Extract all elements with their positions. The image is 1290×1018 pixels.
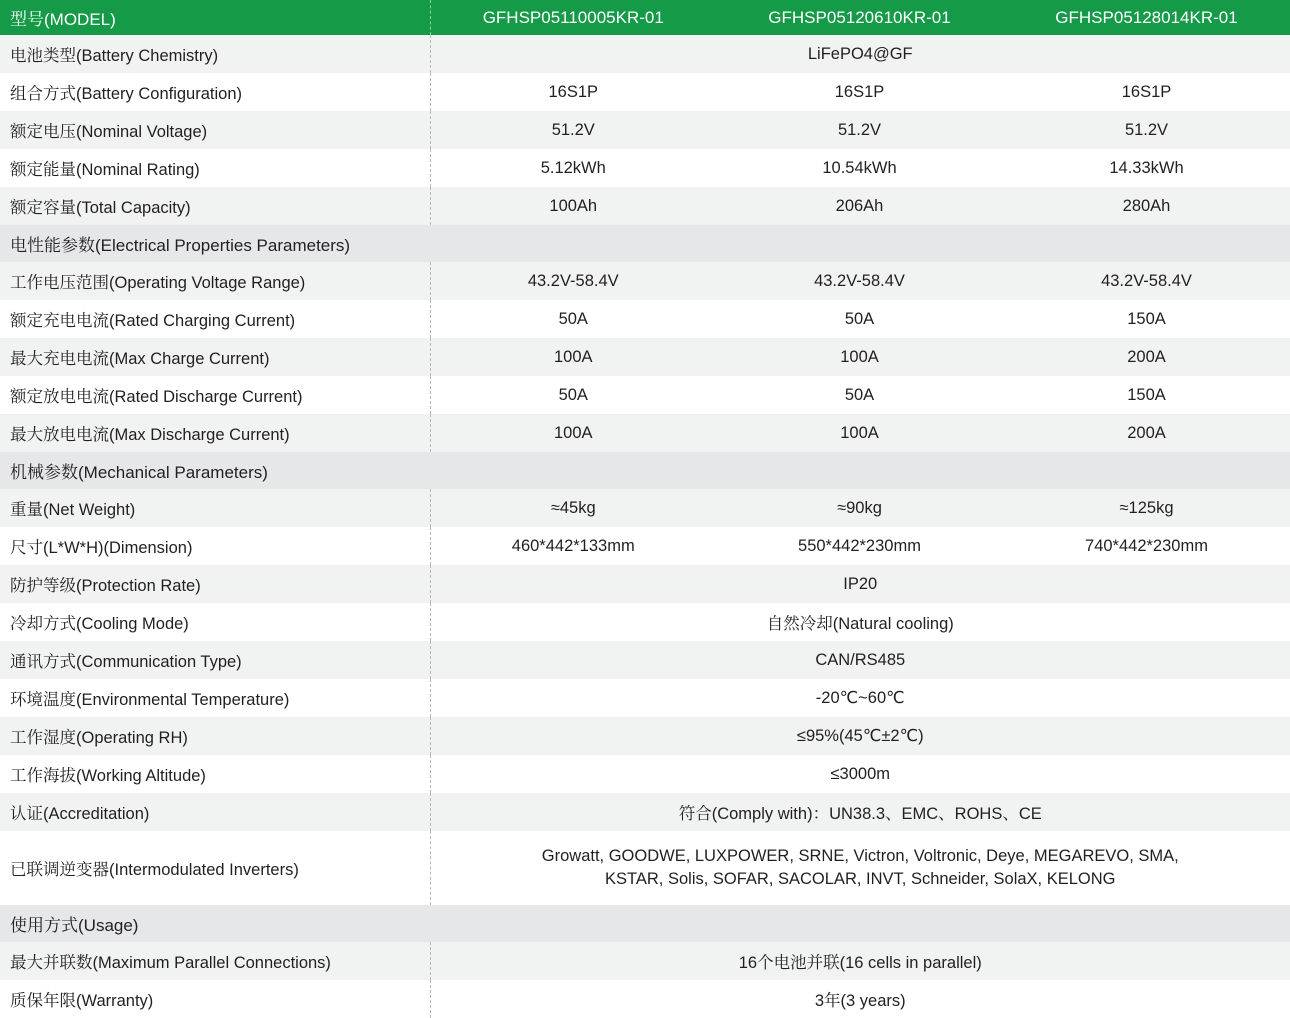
table-header-row	[0, 0, 1290, 35]
row-label: 额定容量(Total Capacity)	[0, 187, 430, 225]
row-value-3: 51.2V	[1124, 120, 1169, 139]
row-value-3: ≈125kg	[1119, 498, 1174, 517]
row-value-merged: IP20	[843, 574, 878, 593]
row-value-1: 50A	[558, 309, 588, 328]
table-row	[0, 149, 1290, 187]
row-value-1: 50A	[558, 385, 588, 404]
row-value-2: 550*442*230mm	[798, 536, 921, 555]
table-row	[0, 793, 1290, 831]
table-row	[0, 376, 1290, 414]
row-value-1: ≈45kg	[550, 498, 596, 517]
row-label: 认证(Accreditation)	[0, 793, 430, 831]
table-row	[0, 187, 1290, 225]
row-label: 电池类型(Battery Chemistry)	[0, 35, 430, 73]
row-value-1: 100A	[553, 347, 593, 366]
row-label: 防护等级(Protection Rate)	[0, 565, 430, 603]
row-value-merged: 自然冷却(Natural cooling)	[766, 615, 954, 633]
row-label: 尺寸(L*W*H)(Dimension)	[0, 527, 430, 565]
row-value-merged: -20℃~60℃	[815, 689, 905, 707]
row-label: 工作海拔(Working Altitude)	[0, 755, 430, 793]
table-row	[0, 111, 1290, 149]
table-row	[0, 603, 1290, 641]
row-value-3: 150A	[1127, 309, 1166, 328]
row-value-merged: LiFePO4@GF	[807, 44, 913, 63]
table-row	[0, 338, 1290, 376]
section-label: 电性能参数(Electrical Properties Parameters)	[0, 225, 1290, 262]
section-label: 机械参数(Mechanical Parameters)	[0, 452, 1290, 489]
row-value-3: 200A	[1127, 423, 1166, 442]
header-label-model: 型号(MODEL)	[0, 0, 430, 35]
row-label: 额定能量(Nominal Rating)	[0, 149, 430, 187]
row-label: 冷却方式(Cooling Mode)	[0, 603, 430, 641]
section-label: 使用方式(Usage)	[0, 905, 1290, 942]
table-row	[0, 414, 1290, 452]
row-value-2: 50A	[844, 385, 875, 404]
row-label: 额定充电电流(Rated Charging Current)	[0, 300, 430, 338]
row-value-3: 200A	[1127, 347, 1166, 366]
row-value-3: 150A	[1127, 385, 1166, 404]
table-row	[0, 262, 1290, 300]
inverter-line: KSTAR, Solis, SOFAR, SACOLAR, INVT, Schneider, SolaX, KELONG	[605, 870, 1116, 888]
row-label: 工作电压范围(Operating Voltage Range)	[0, 262, 430, 300]
row-label: 质保年限(Warranty)	[0, 980, 430, 1018]
table-row	[0, 527, 1290, 565]
row-value-1: 43.2V-58.4V	[527, 271, 619, 290]
header-model-1: GFHSP05110005KR-01	[482, 7, 664, 27]
row-label: 额定放电电流(Rated Discharge Current)	[0, 376, 430, 414]
row-value-3: 740*442*230mm	[1085, 536, 1208, 555]
row-value-merged: ≤3000m	[830, 764, 890, 783]
row-value-merged: 16个电池并联(16 cells in parallel)	[738, 954, 982, 972]
table-row	[0, 755, 1290, 793]
row-value-3: 14.33kWh	[1109, 158, 1184, 177]
table-section-row	[0, 225, 1290, 262]
table-section-row	[0, 452, 1290, 489]
row-label: 工作湿度(Operating RH)	[0, 717, 430, 755]
row-value-3: 16S1P	[1121, 82, 1172, 101]
row-value-2: 100A	[840, 423, 879, 442]
row-label: 额定电压(Nominal Voltage)	[0, 111, 430, 149]
table-row	[0, 73, 1290, 111]
header-model-3: GFHSP05128014KR-01	[1055, 7, 1238, 27]
row-value-1: 100A	[553, 423, 593, 442]
table-row	[0, 565, 1290, 603]
table-row	[0, 35, 1290, 73]
inverter-line: Growatt, GOODWE, LUXPOWER, SRNE, Victron, Voltronic, Deye, MEGAREVO, SMA,	[541, 847, 1179, 866]
row-label: 通讯方式(Communication Type)	[0, 641, 430, 679]
row-value-merged: CAN/RS485	[815, 650, 906, 669]
row-value-2: 51.2V	[837, 120, 882, 139]
header-model-2: GFHSP05120610KR-01	[768, 7, 951, 27]
table-row	[0, 489, 1290, 527]
row-value-1: 460*442*133mm	[511, 536, 635, 555]
table-row	[0, 942, 1290, 980]
row-value-2: 16S1P	[834, 82, 885, 101]
row-label: 重量(Net Weight)	[0, 489, 430, 527]
row-value-3: 43.2V-58.4V	[1101, 271, 1192, 290]
row-value-2: 206Ah	[835, 196, 884, 215]
row-value-merged: 3年(3 years)	[814, 992, 906, 1010]
table-row	[0, 679, 1290, 717]
row-value-1: 5.12kWh	[540, 158, 606, 177]
row-label: 最大充电电流(Max Charge Current)	[0, 338, 430, 376]
table-row	[0, 980, 1290, 1018]
row-value-merged: 符合(Comply with)：UN38.3、EMC、ROHS、CE	[678, 805, 1042, 823]
row-value-2: ≈90kg	[837, 498, 882, 517]
row-label: 环境温度(Environmental Temperature)	[0, 679, 430, 717]
row-value-2: 50A	[844, 309, 875, 328]
row-value-merged	[430, 831, 1290, 905]
table-section-row	[0, 905, 1290, 942]
row-value-1: 100Ah	[549, 196, 598, 215]
table-row	[0, 831, 1290, 905]
table-row	[0, 641, 1290, 679]
table-row	[0, 300, 1290, 338]
row-value-2: 10.54kWh	[822, 158, 897, 177]
row-label: 最大并联数(Maximum Parallel Connections)	[0, 942, 430, 980]
row-value-1: 16S1P	[548, 82, 599, 101]
row-value-2: 100A	[840, 347, 879, 366]
row-label: 组合方式(Battery Configuration)	[0, 73, 430, 111]
row-value-2: 43.2V-58.4V	[814, 271, 905, 290]
table-row	[0, 717, 1290, 755]
row-label: 最大放电电流(Max Discharge Current)	[0, 414, 430, 452]
row-value-merged: ≤95%(45℃±2℃)	[796, 727, 924, 745]
row-value-1: 51.2V	[551, 120, 595, 139]
row-value-3: 280Ah	[1122, 196, 1171, 215]
row-label: 已联调逆变器(Intermodulated Inverters)	[0, 831, 430, 905]
